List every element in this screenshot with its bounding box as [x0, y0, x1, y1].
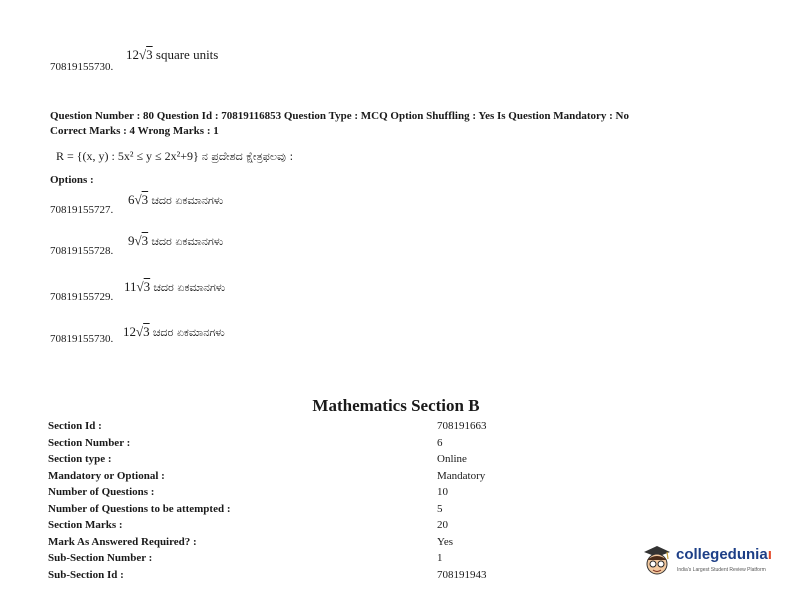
section-row-value: Online — [437, 453, 467, 465]
collegedunia-logo — [640, 543, 780, 579]
option-unit: ಚದರ ಏಕಮಾನಗಳು — [151, 194, 224, 207]
section-row-label: Section type : — [48, 453, 112, 465]
question-stem-math: R = {(x, y) : 5x² ≤ y ≤ 2x²+9} — [56, 149, 199, 163]
section-row-value: Mandatory — [437, 470, 486, 482]
option-radicand: 3 — [143, 279, 151, 294]
section-row-label: Number of Questions to be attempted : — [48, 503, 231, 515]
section-row-value: 708191663 — [437, 420, 487, 432]
option-coef: 12 — [123, 324, 136, 339]
logo-tagline: India's Largest Student Review Platform — [677, 567, 766, 573]
option-unit: ಚದರ ಏಕಮಾನಗಳು — [151, 235, 224, 248]
section-row-label: Mark As Answered Required? : — [48, 536, 197, 548]
option-text: 12√3 ಚದರ ಏಕಮಾನಗಳು — [123, 324, 225, 339]
section-row-label: Number of Questions : — [48, 486, 155, 498]
option-unit: ಚದರ ಏಕಮಾನಗಳು — [152, 326, 225, 339]
option-id: 70819155728. — [50, 245, 114, 257]
option-coef: 9 — [128, 233, 135, 248]
section-row-value: 6 — [437, 437, 443, 449]
section-row-value: 10 — [437, 486, 448, 498]
option-id: 70819155727. — [50, 204, 114, 216]
section-row-label: Section Marks : — [48, 519, 123, 531]
option-coef: 6 — [128, 192, 135, 207]
option-id: 70819155729. — [50, 291, 114, 303]
question-meta — [50, 109, 770, 139]
option-id: 70819155730. — [50, 333, 114, 345]
section-row-value: 1 — [437, 552, 443, 564]
section-row-value: 5 — [437, 503, 443, 515]
section-row-label: Sub-Section Id : — [48, 569, 124, 581]
question-meta-line2: Correct Marks : 4 Wrong Marks : 1 — [50, 125, 219, 137]
prev-option-id: 70819155730. — [50, 61, 114, 73]
question-meta-line1: Question Number : 80 Question Id : 70819116853 Question Type : MCQ Option Shuffling : Yes Is Question Mandatory : No — [50, 110, 629, 122]
option-text: 9√3 ಚದರ ಏಕಮಾನಗಳು — [128, 233, 224, 248]
section-row-label: Sub-Section Number : — [48, 552, 153, 564]
prev-option-radicand: 3 — [146, 47, 153, 62]
prev-option-coef: 12 — [126, 47, 139, 62]
option-text: 11√3 ಚದರ ಏಕಮಾನಗಳು — [124, 279, 226, 294]
option-radicand: 3 — [141, 233, 149, 248]
section-row-value: 708191943 — [437, 569, 487, 581]
question-stem-text: ನ ಪ್ರದೇಶದ ಕ್ಷೇತ್ರಫಲವು : — [201, 150, 294, 163]
option-coef: 11 — [124, 279, 137, 294]
section-row-value: Yes — [437, 536, 454, 548]
section-row-label: Section Id : — [48, 420, 102, 432]
option-radicand: 3 — [141, 192, 149, 207]
section-row-label: Mandatory or Optional : — [48, 470, 165, 482]
option-unit: ಚದರ ಏಕಮಾನಗಳು — [153, 281, 226, 294]
mascot-icon — [640, 543, 672, 577]
question-stem — [56, 149, 293, 164]
prev-option-text: 12√3 square units — [126, 47, 219, 62]
logo-brand: collegeduniaı — [676, 546, 772, 563]
prev-option-unit: square units — [155, 47, 219, 62]
option-radicand: 3 — [143, 324, 150, 339]
section-row-value: 20 — [437, 519, 448, 531]
options-label: Options : — [50, 174, 94, 186]
logo-brand-text: collegedunia — [676, 546, 768, 563]
option-text: 6√3 ಚದರ ಏಕಮಾನಗಳು — [128, 192, 224, 207]
section-row-label: Section Number : — [48, 437, 131, 449]
section-title: Mathematics Section B — [312, 396, 480, 415]
